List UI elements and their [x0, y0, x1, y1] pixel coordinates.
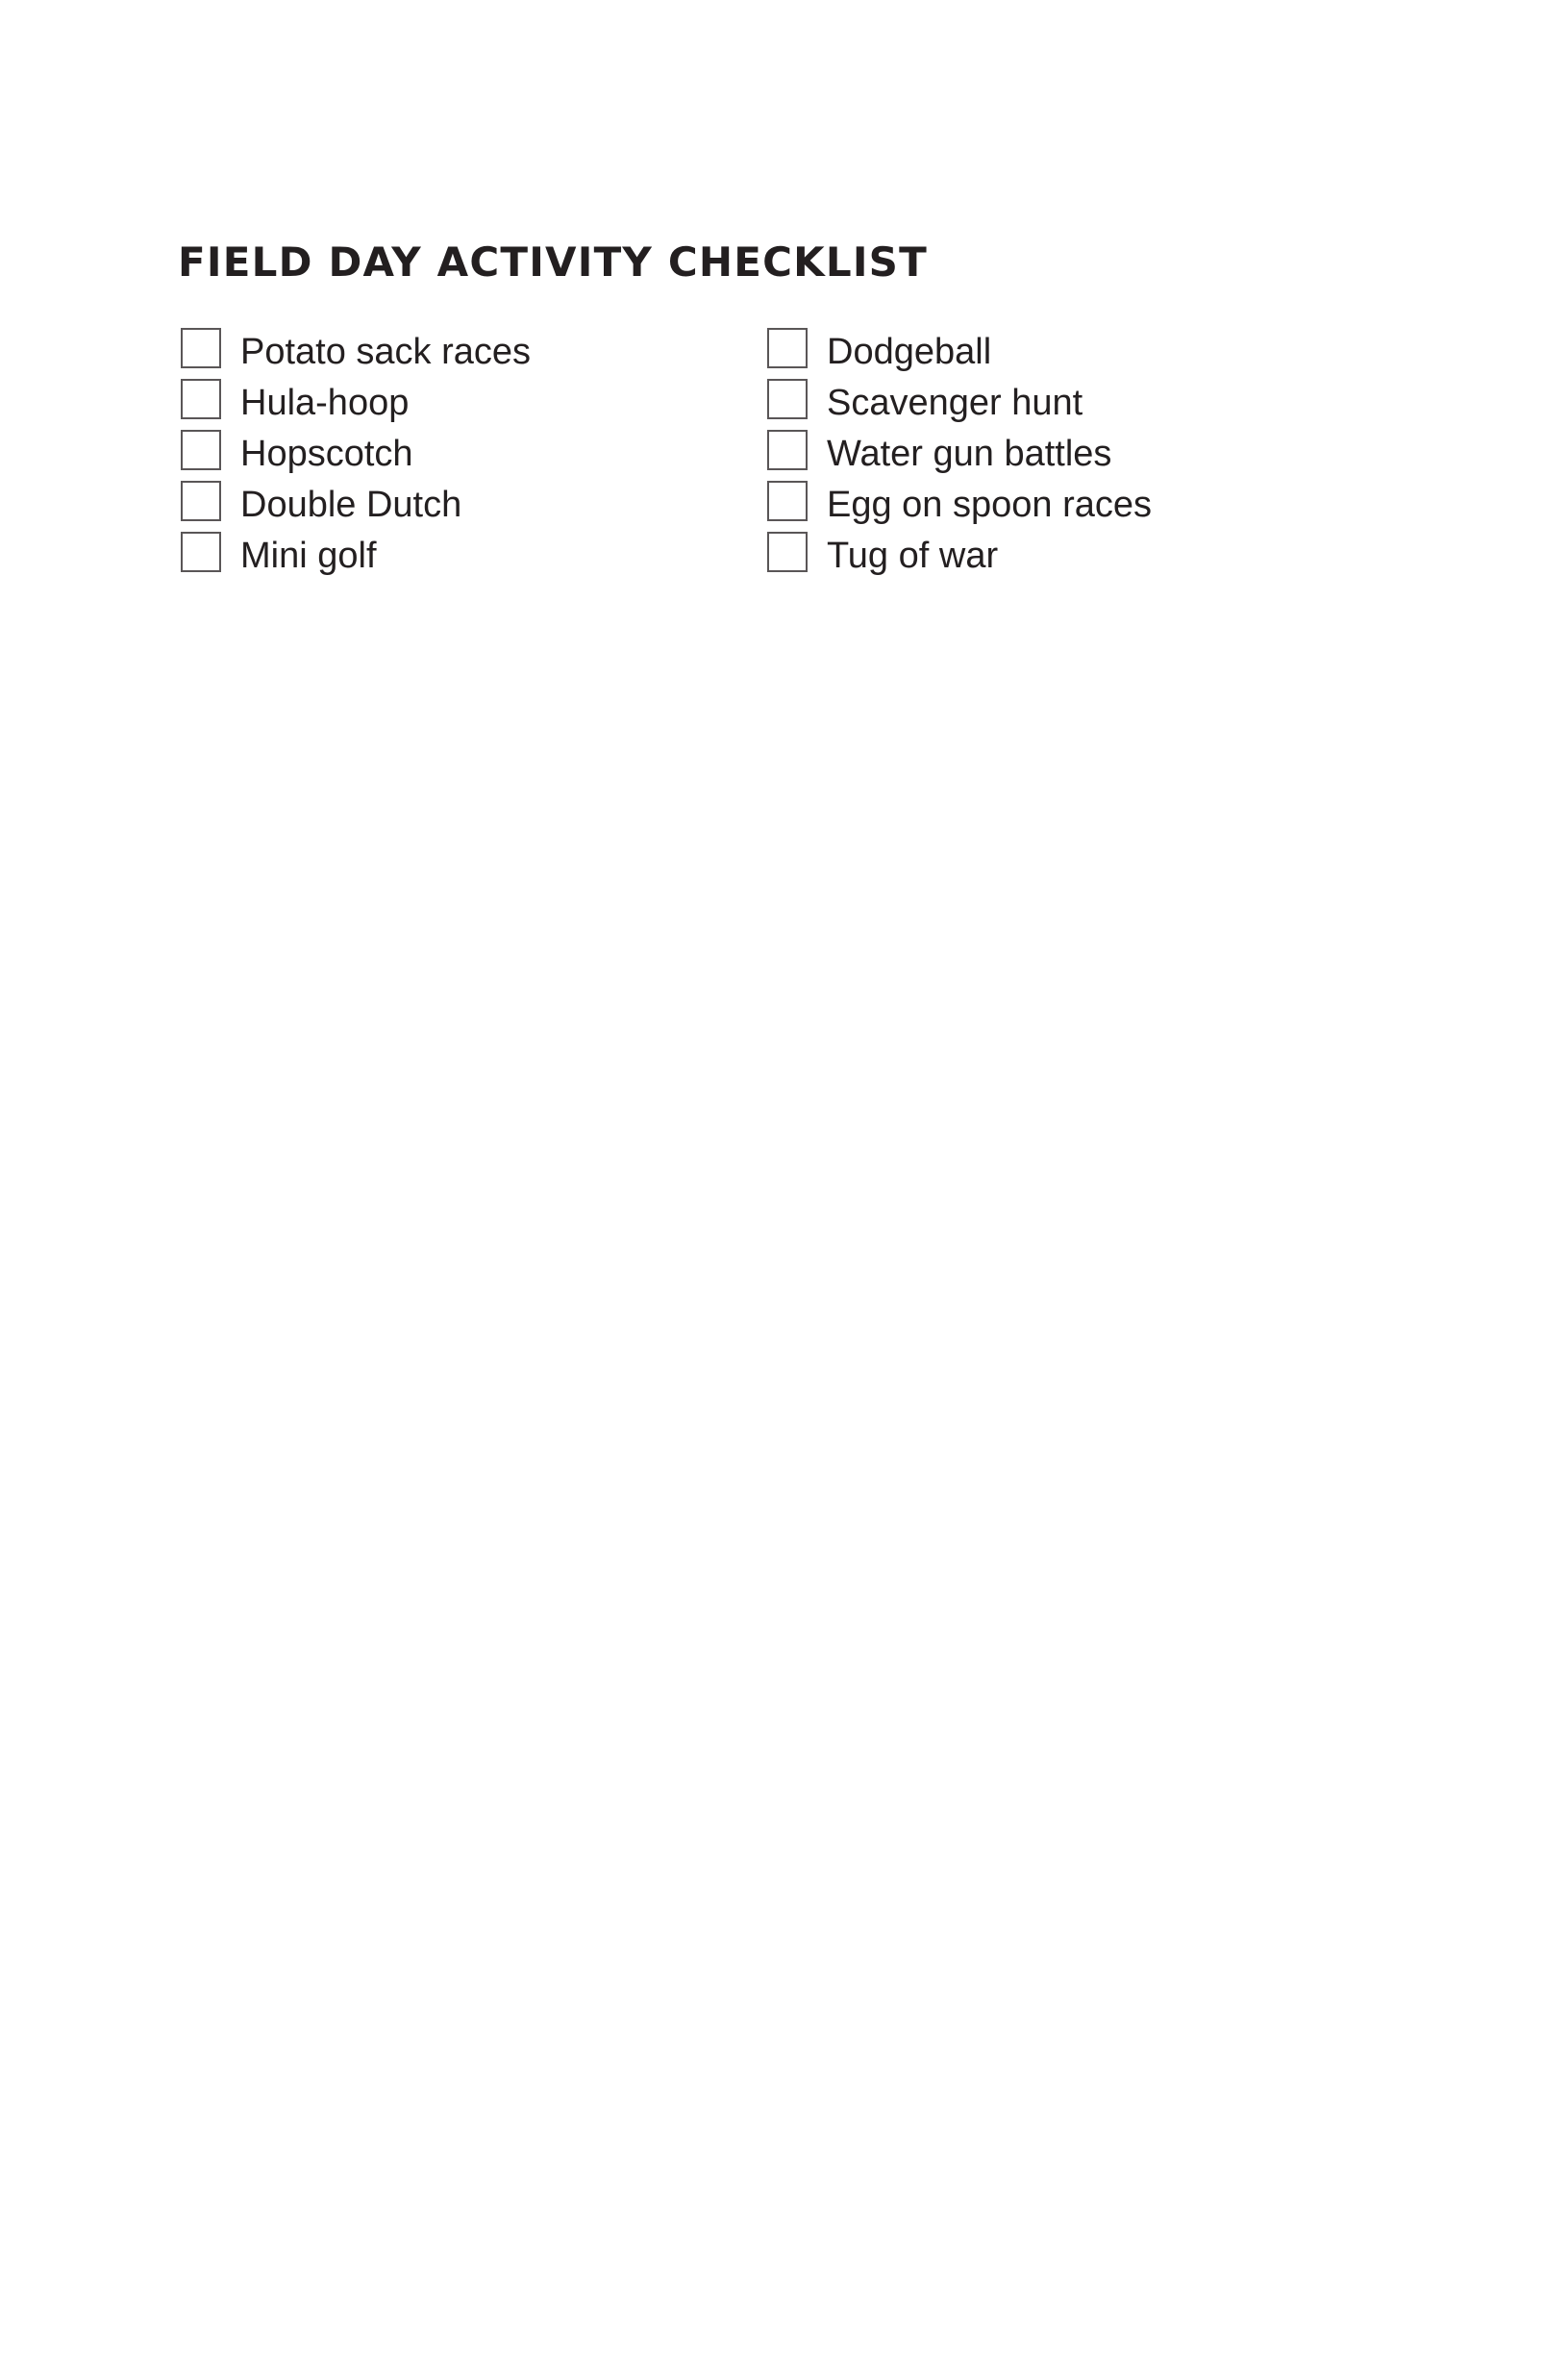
checklist-item-label: Mini golf: [240, 535, 377, 576]
checklist-item-tug-of-war: [767, 526, 1152, 577]
checklist-item-label: Tug of war: [827, 535, 999, 576]
checklist-item-scavenger-hunt: [767, 373, 1152, 424]
checklist-item-label: Water gun battles: [827, 433, 1112, 474]
checklist-item-label: Double Dutch: [240, 484, 462, 525]
checklist-title: FIELD DAY ACTIVITY CHECKLIST: [178, 238, 928, 286]
checkbox[interactable]: [181, 481, 221, 521]
checklist-item-potato-sack-races: [181, 322, 531, 373]
checkbox[interactable]: [767, 532, 808, 572]
checkbox[interactable]: [767, 328, 808, 368]
checklist-item-egg-on-spoon-races: [767, 475, 1152, 526]
checklist-item-hula-hoop: [181, 373, 531, 424]
checklist-item-label: Dodgeball: [827, 331, 992, 372]
checkbox[interactable]: [181, 532, 221, 572]
checklist-item-hopscotch: [181, 424, 531, 475]
checkbox[interactable]: [181, 430, 221, 470]
checklist-item-water-gun-battles: [767, 424, 1152, 475]
checkbox[interactable]: [767, 430, 808, 470]
checkbox[interactable]: [181, 379, 221, 419]
checklist-column-right: [767, 322, 1152, 577]
checklist-item-label: Hula-hoop: [240, 382, 410, 423]
checklist-item-label: Potato sack races: [240, 331, 532, 372]
checklist-item-label: Scavenger hunt: [827, 382, 1083, 423]
checklist-item-label: Hopscotch: [240, 433, 413, 474]
checklist-item-mini-golf: [181, 526, 531, 577]
checklist-item-dodgeball: [767, 322, 1152, 373]
checklist-item-double-dutch: [181, 475, 531, 526]
checkbox[interactable]: [767, 379, 808, 419]
checklist-column-left: [181, 322, 531, 577]
checkbox[interactable]: [181, 328, 221, 368]
checkbox[interactable]: [767, 481, 808, 521]
checklist-item-label: Egg on spoon races: [827, 484, 1153, 525]
